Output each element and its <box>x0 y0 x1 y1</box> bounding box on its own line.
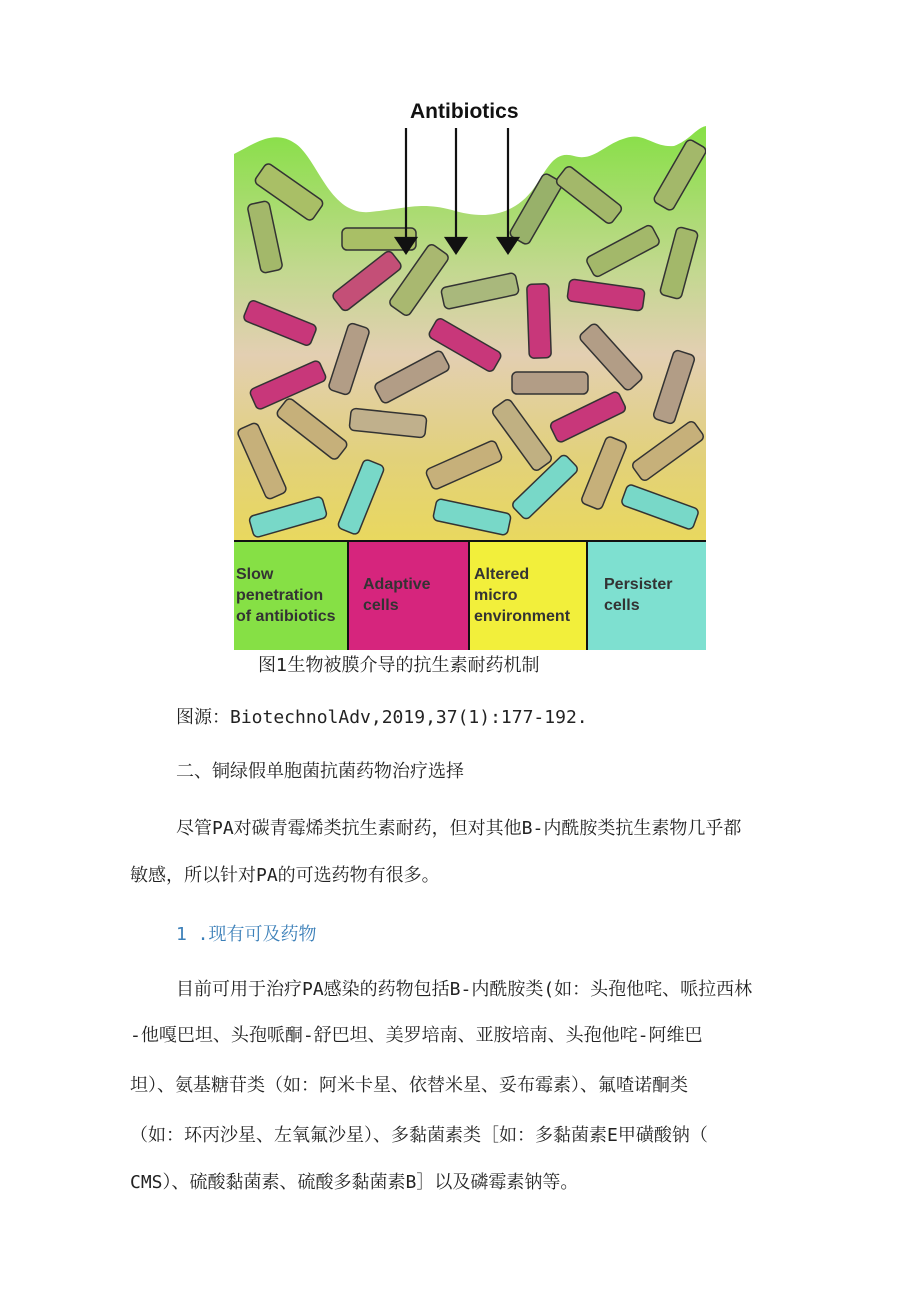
figure-title: Antibiotics <box>410 100 519 123</box>
legend-adaptive-cells: Adaptive cells <box>349 542 470 650</box>
paragraph-line: 坦）、氨基糖苷类（如：阿米卡星、依替米星、妥布霉素）、氟喳诺酮类 <box>130 1075 688 1096</box>
section-heading: 二、铜绿假单胞菌抗菌药物治疗选择 <box>176 761 464 782</box>
source-citation: 图源：BiotechnolAdv,2019,37(1):177-192. <box>176 707 588 728</box>
paragraph-line: -他嘎巴坦、头孢哌酮-舒巴坦、美罗培南、亚胺培南、头孢他咤-阿维巴 <box>130 1025 703 1046</box>
legend-persister-cells: Persister cells <box>588 542 706 650</box>
paragraph-line: 目前可用于治疗PA感染的药物包括B-内酰胺类(如：头孢他咤、哌拉西林 <box>176 979 753 1000</box>
bacterium-cell <box>527 284 552 359</box>
paragraph-line: 尽管PA对碳青霉烯类抗生素耐药，但对其他B-内酰胺类抗生素物几乎都 <box>176 818 742 839</box>
biofilm-figure <box>234 98 706 648</box>
figure-legend <box>234 540 706 650</box>
bacterium-cell <box>512 372 588 394</box>
figure-caption: 图1生物被膜介导的抗生素耐药机制 <box>258 655 540 676</box>
biofilm-illustration <box>234 98 706 542</box>
paragraph-line: （如：环丙沙星、左氧氟沙星）、多黏菌素类［如：多黏菌素E甲磺酸钠（ <box>130 1125 708 1146</box>
paragraph-line: 敏感，所以针对PA的可选药物有很多。 <box>130 865 440 886</box>
legend-slow-penetration: Slow penetration of antibiotics <box>234 542 349 650</box>
subsection-heading: 1 .现有可及药物 <box>176 924 317 945</box>
paragraph-line: CMS）、硫酸黏菌素、硫酸多黏菌素B］以及磷霉素钠等。 <box>130 1172 579 1193</box>
legend-altered-microenvironment: Altered micro environment <box>470 542 588 650</box>
